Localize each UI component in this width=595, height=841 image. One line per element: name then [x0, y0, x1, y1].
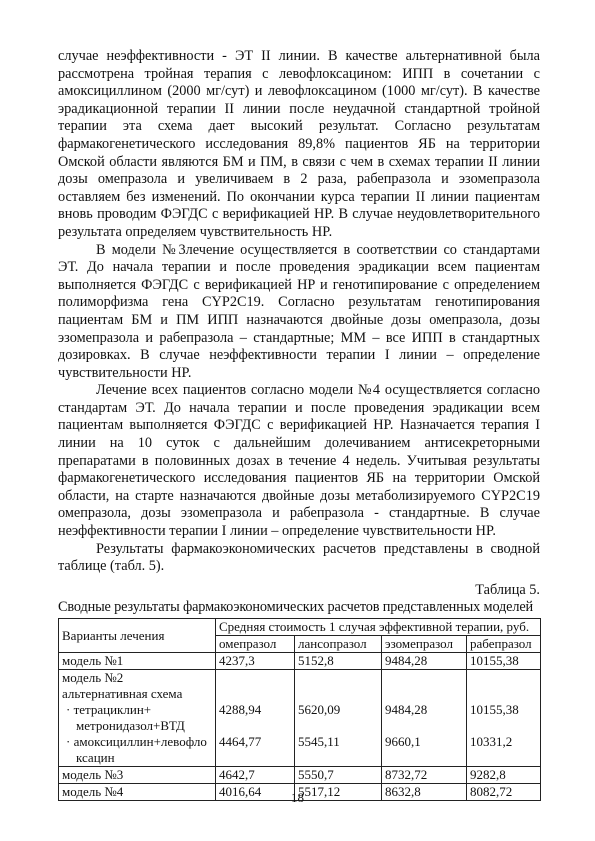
cell-value: 5550,7 — [295, 767, 382, 784]
cell-value: 10331,2 — [470, 734, 513, 749]
cell-value: 5620,09 — [298, 702, 341, 717]
row-label: модель №4 — [59, 784, 216, 801]
cell-value: 10155,38 — [467, 653, 541, 670]
header-variants: Варианты лечения — [59, 619, 216, 653]
table-row — [59, 670, 541, 767]
cell-value: 9282,8 — [467, 767, 541, 784]
cell-value: 5152,8 — [295, 653, 382, 670]
cell-value: 8632,8 — [382, 784, 467, 801]
header-drug-esomeprazole: эзомепразол — [382, 636, 467, 653]
header-drug-omeprazole: омепразол — [216, 636, 295, 653]
table-header-row — [59, 619, 541, 636]
results-table — [58, 618, 541, 801]
cell-value-stack — [216, 670, 295, 767]
paragraph-3: Лечение всех пациентов согласно модели №4 осуществляется согласно стандартам ЭТ. До начала терапии и после проведения эрадикации всем пациентам выполняется ФЭГДС с верификацией HP. Назначается терапия I линии на 10 суток с дальнейшим долечиванием антисекреторными препаратами в половинных дозах в течение 4 недель. Учитывая результаты фармакогенетического исследования пациентов ЯБ на территории Омской области, на старте назначаются двойные дозы метаболизируемого CYP2C19 омепразола, дозы эзомепразола и рабепразола - стандартные. В случае неэффективности терапии I линии – определение чувствительности HP. — [58, 382, 540, 540]
paragraph-1: случае неэффективности - ЭТ II линии. В качестве альтернативной была рассмотрена тройная терапия с левофлоксацином: ИПП в сочетании с амоксициллином (2000 мг/сут) и левофлоксацином (1000 мг/сут). В качестве эрадикационной терапии II линии после неудачной стандартной тройной терапии эта схема дает высокий результат. Согласно результатам фармакогенетического исследования 89,8% пациентов ЯБ на территории Омской области являются БМ и ПМ, в связи с чем в схемах терапии II линии дозы омепразола и увеличиваем в 2 раза, рабепразола и эзомепразола оставляем без изменений. По окончании курса терапии II линии пациентам вновь проводим ФЭГДС с верификацией HP. В случае неудовлетворительного результата определяем чувствительность HP. — [58, 48, 540, 240]
paragraph-2: В модели №3лечение осуществляется в соответствии со стандартами ЭТ. До начала терапии и после проведения эрадикации всем пациентам выполняется ФЭГДС с верификацией HP и генотипирование с определением полиморфизма гена CYP2C19. Согласно результатам генотипирования пациентам БМ и ПМ ИПП назначаются двойные дозы омепразола, дозы эзомепразола и рабепразола – стандартные; ММ – все ИПП в стандартных дозировках. В случае неэффективности терапии I линии – определение чувствительности HP. — [58, 241, 540, 381]
cell-value: 9484,28 — [382, 653, 467, 670]
table-row — [59, 767, 541, 784]
cell-value: 4642,7 — [216, 767, 295, 784]
table-row — [59, 653, 541, 670]
cell-value: 9484,28 — [385, 702, 428, 717]
cell-value: 9660,1 — [385, 734, 421, 749]
cell-value-stack — [467, 670, 541, 767]
cell-value: 10155,38 — [470, 702, 519, 717]
paragraph-4: Результаты фармакоэкономических расчетов представлены в сводной таблице (табл. 5). — [58, 540, 540, 575]
page-content — [58, 48, 540, 801]
cell-value: 5517,12 — [295, 784, 382, 801]
cell-value: 5545,11 — [298, 734, 340, 749]
cell-value-stack — [382, 670, 467, 767]
cell-value: 4016,64 — [216, 784, 295, 801]
page-number: 18 — [291, 790, 304, 805]
cell-value: 4237,3 — [216, 653, 295, 670]
row-label: модель №2 — [62, 670, 124, 685]
list-item: · амоксициллин+левофло ксацин — [66, 734, 207, 765]
cell-value-stack — [295, 670, 382, 767]
header-drug-lansoprazole: лансопразол — [295, 636, 382, 653]
header-cost: Средняя стоимость 1 случая эффективной терапии, руб. — [216, 619, 541, 636]
cell-value: 8082,72 — [467, 784, 541, 801]
table-number: Таблица 5. — [475, 581, 540, 598]
cell-value: 4464,77 — [219, 734, 262, 749]
table-title: Сводные результаты фармакоэкономических расчетов представленных моделей — [58, 599, 534, 616]
header-drug-rabeprazole: рабепразол — [467, 636, 541, 653]
cell-value: 4288,94 — [219, 702, 262, 717]
list-item: · тетрациклин+ метронидазол+ВТД — [66, 702, 185, 733]
row-label: модель №3 — [59, 767, 216, 784]
row-sublabel: альтернативная схема — [62, 686, 183, 701]
row-label: модель №1 — [59, 653, 216, 670]
cell-value: 8732,72 — [382, 767, 467, 784]
row-label-model-2 — [59, 670, 216, 767]
